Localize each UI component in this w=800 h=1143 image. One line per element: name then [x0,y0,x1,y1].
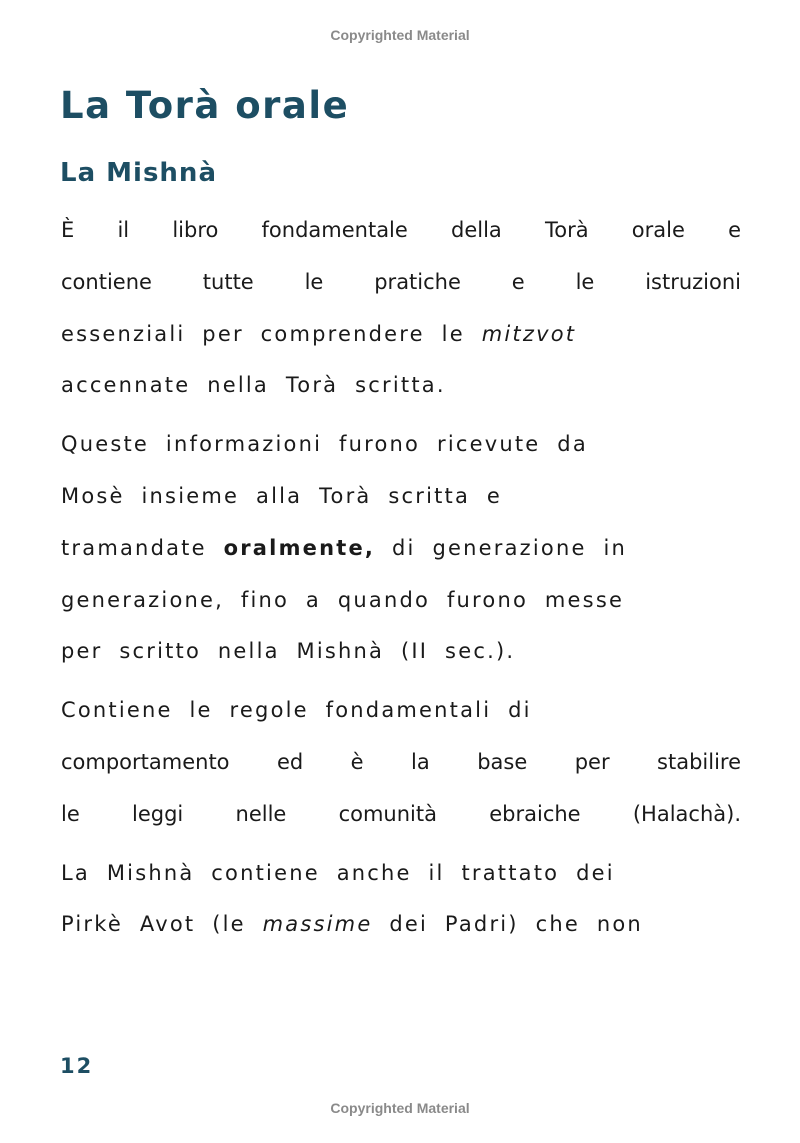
text-span: Pirkè Avot (le [61,912,246,937]
paragraph-1 [61,205,741,412]
text-line: La Mishnà contiene anche il trattato dei [61,860,615,885]
text-line: generazione, fino a quando furono messe [61,587,625,612]
copyright-notice-top: Copyrighted Material [330,27,470,43]
text-line: Mosè insieme alla Torà scritta e [61,483,503,508]
section-heading: La Mishnà [60,158,217,188]
text-line: accennate nella Torà scritta. [61,373,446,398]
body-text [61,205,741,958]
text-line: comportamento ed è la base per stabilire [61,749,741,774]
text-line: Contiene le regole fondamentali di [61,698,532,723]
italic-term-mitzvot: mitzvot [481,321,577,346]
text-line: Queste informazioni furono ricevute da [61,432,588,457]
text-line: È il libro fondamentale della Torà orale e [61,218,741,242]
page-number: 12 [60,1054,94,1078]
text-span: dei Padri) che non [389,912,643,937]
text-span: di generazione in [392,535,627,560]
text-span: essenziali per comprendere le [61,321,465,346]
text-line [61,899,741,951]
text-line: per scritto nella Mishnà (II sec.). [61,639,516,664]
text-line: contiene tutte le pratiche e le istruzioni [61,269,741,294]
paragraph-4 [61,848,741,952]
paragraph-3 [61,685,741,840]
text-line [61,523,741,575]
copyright-notice-bottom: Copyrighted Material [330,1100,470,1116]
text-line: le leggi nelle comunità ebraiche (Halachà). [61,801,741,826]
paragraph-2 [61,419,741,678]
bold-term-oralmente: oralmente, [223,535,376,560]
chapter-title: La Torà orale [60,84,350,127]
text-span: tramandate [61,535,207,560]
text-line [61,309,741,361]
italic-term-massime: massime [262,912,373,937]
